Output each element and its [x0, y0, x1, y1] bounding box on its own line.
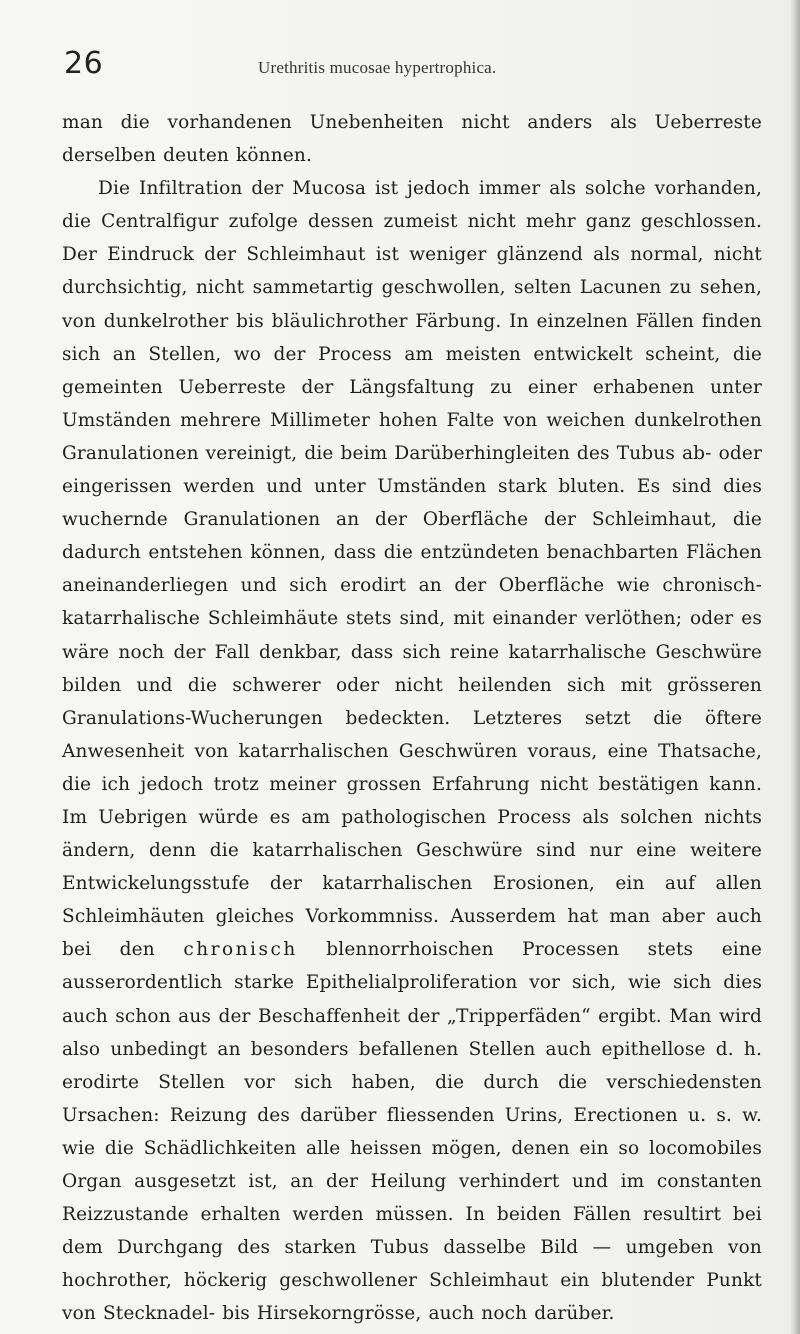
paragraph-1: man die vorhandenen Unebenheiten nicht anders als Ueberreste derselben deuten können.	[62, 112, 762, 167]
running-title: Urethritis mucosae hypertrophica.	[258, 58, 497, 77]
body-text	[62, 106, 762, 1330]
paragraph-2-text-continued: blennorrhoischen Processen stets eine ausserordentlich starke Epithelialproliferation vor sich, wie sich dies auch schon aus der Beschaffenheit der „Tripperfäden“ ergibt. Man wird also unbedingt an besonders befallenen Stellen auch epithellose d. h. erodirte Stellen vor sich haben, die durch die verschiedensten Ursachen: Reizung des darüber fliessenden Urins, Erectionen u. s. w. wie die Schädlichkeiten alle heissen mögen, denen ein so locomobiles Organ ausgesetzt ist, an der Heilung verhindert und im constanten Reizzustande erhalten werden müssen. In beiden Fällen resultirt bei dem Durchgang des starken Tubus dasselbe Bild — umgeben von hochrother, höckerig geschwollener Schleimhaut ein blutender Punkt von Stecknadel- bis Hirsekorngrösse, auch noch darüber.	[62, 939, 763, 1325]
page-edge-shadow	[790, 0, 800, 1334]
paragraph-2	[62, 172, 762, 1330]
page-number: 26	[64, 46, 104, 81]
paragraph-2-text: Die Infiltration der Mucosa ist jedoch immer als solche vorhanden, die Centralfigur zufolge dessen zumeist nicht mehr ganz geschlossen. Der Eindruck der Schleimhaut ist weniger glänzend als normal, nicht durchsichtig, nicht sammetartig geschwollen, selten Lacunen zu sehen, von dunkelrother bis bläulichrother Färbung. In einzelnen Fällen finden sich an Stellen, wo der Process am meisten entwickelt scheint, die gemeinten Ueberreste der Längsfaltung zu einer erhabenen unter Umständen mehrere Millimeter hohen Falte von weichen dunkelrothen Granulationen vereinigt, die beim Darüberhingleiten des Tubus ab- oder eingerissen werden und unter Umständen stark bluten. Es sind dies wuchernde Granulationen an der Oberfläche der Schleimhaut, die dadurch entstehen können, dass die entzündeten benachbarten Flächen aneinanderliegen und sich erodirt an der Oberfläche wie chronisch-katarrhalische Schleimhäute stets sind, mit einander verlöthen; oder es wäre noch der Fall denkbar, dass sich reine katarrhalische Geschwüre bilden und die schwerer oder nicht heilenden sich mit grösseren Granulations-Wucherungen bedeckten. Letzteres setzt die öftere Anwesenheit von katarrhalischen Geschwüren voraus, eine Thatsache, die ich jedoch trotz meiner grossen Erfahrung nicht bestätigen kann. Im Uebrigen würde es am pathologischen Process als solchen nichts ändern, denn die katarrhalischen Geschwüre sind nur eine weitere Entwickelungsstufe der katarrhalischen Erosionen, ein auf allen Schleimhäuten gleiches Vorkommniss. Ausserdem hat man aber auch bei den	[62, 178, 762, 961]
emphasized-word: chronisch	[183, 939, 298, 961]
page-header	[64, 48, 752, 84]
